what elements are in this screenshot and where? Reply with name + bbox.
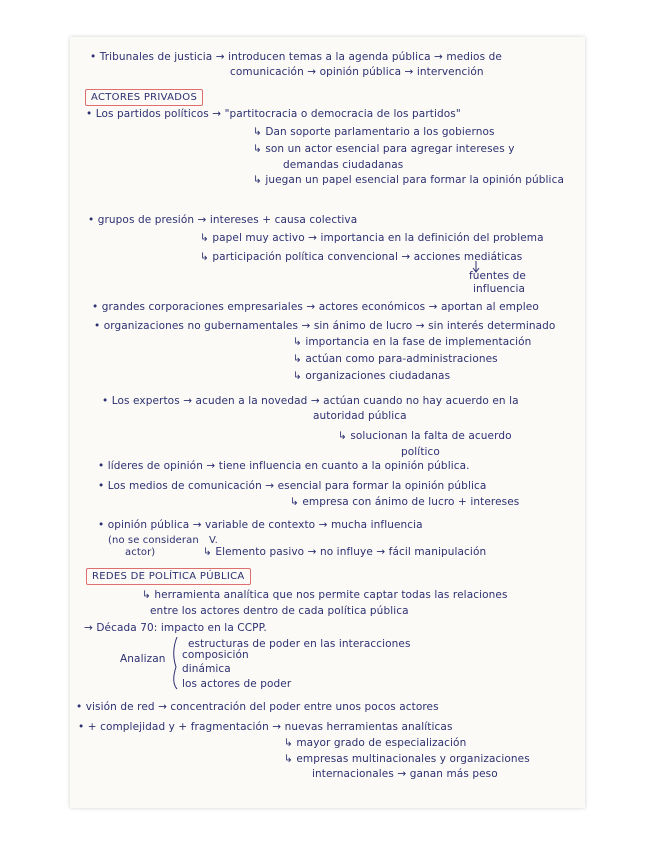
note-line: ↳ herramienta analítica que nos permite captar todas las relaciones — [142, 589, 508, 601]
notebook-page — [70, 37, 585, 808]
note-line: • visión de red → concentración del poder entre unos pocos actores — [76, 701, 439, 713]
note-line: ↳ solucionan la falta de acuerdo — [338, 430, 512, 442]
note-line: ↳ Elemento pasivo → no influye → fácil manipulación — [203, 546, 487, 558]
note-line: ↳ papel muy activo → importancia en la definición del problema — [200, 232, 544, 244]
note-line: • grandes corporaciones empresariales → actores económicos → aportan al empleo — [92, 301, 539, 313]
note-line: influencia — [473, 283, 526, 295]
note-line: • opinión pública → variable de contexto → mucha influencia — [98, 519, 423, 531]
note-line: ↳ empresa con ánimo de lucro + intereses — [290, 496, 520, 508]
note-line: Analizan — [120, 653, 166, 665]
note-line: • organizaciones no gubernamentales → sin ánimo de lucro → sin interés determinado — [94, 320, 556, 332]
note-line: ↳ participación política convencional → acciones mediáticas — [200, 251, 523, 263]
note-line: internacionales → ganan más peso — [312, 768, 498, 780]
note-line: composición — [182, 649, 249, 661]
note-line: ↳ importancia en la fase de implementación — [293, 336, 532, 348]
note-line: dinámica — [182, 663, 231, 675]
note-line: (no se consideran — [108, 535, 199, 546]
note-line: comunicación → opinión pública → intervención — [230, 66, 484, 78]
note-line: ↳ Dan soporte parlamentario a los gobiernos — [253, 126, 495, 138]
note-line: • Los expertos → acuden a la novedad → actúan cuando no hay acuerdo en la — [102, 395, 519, 407]
note-line: → Década 70: impacto en la CCPP. — [84, 622, 267, 634]
note-line: ↳ juegan un papel esencial para formar la opinión pública — [253, 174, 564, 186]
note-line: • + complejidad y + fragmentación → nuevas herramientas analíticas — [78, 721, 453, 733]
note-line: autoridad pública — [313, 410, 407, 422]
note-line: los actores de poder — [182, 678, 292, 690]
note-line: • Los medios de comunicación → esencial para formar la opinión pública — [98, 480, 487, 492]
section-title-actores-privados: ACTORES PRIVADOS — [85, 89, 203, 106]
note-line: ↳ organizaciones ciudadanas — [293, 370, 451, 382]
note-line: • Los partidos políticos → "partitocracia o democracia de los partidos" — [86, 108, 461, 120]
brace-marks — [70, 37, 585, 808]
note-line: político — [401, 446, 440, 458]
note-line: estructuras de poder en las interacciones — [188, 638, 411, 650]
note-line: ↳ mayor grado de especialización — [284, 737, 467, 749]
section-title-redes: REDES DE POLÍTICA PÚBLICA — [86, 568, 251, 585]
note-line: V. — [209, 535, 218, 546]
left-brace — [174, 637, 177, 689]
note-line: demandas ciudadanas — [283, 159, 404, 171]
note-line: ↳ empresas multinacionales y organizaciones — [284, 753, 530, 765]
note-line: ↳ son un actor esencial para agregar intereses y — [253, 143, 515, 155]
note-line: • líderes de opinión → tiene influencia en cuanto a la opinión pública. — [98, 460, 470, 472]
note-line: entre los actores dentro de cada política pública — [150, 605, 409, 617]
note-line: actor) — [125, 547, 156, 558]
note-line: • grupos de presión → intereses + causa colectiva — [88, 214, 358, 226]
note-line: ↳ actúan como para-administraciones — [293, 353, 498, 365]
note-line: • Tribunales de justicia → introducen temas a la agenda pública → medios de — [90, 51, 502, 63]
note-line: fuentes de — [469, 270, 526, 282]
